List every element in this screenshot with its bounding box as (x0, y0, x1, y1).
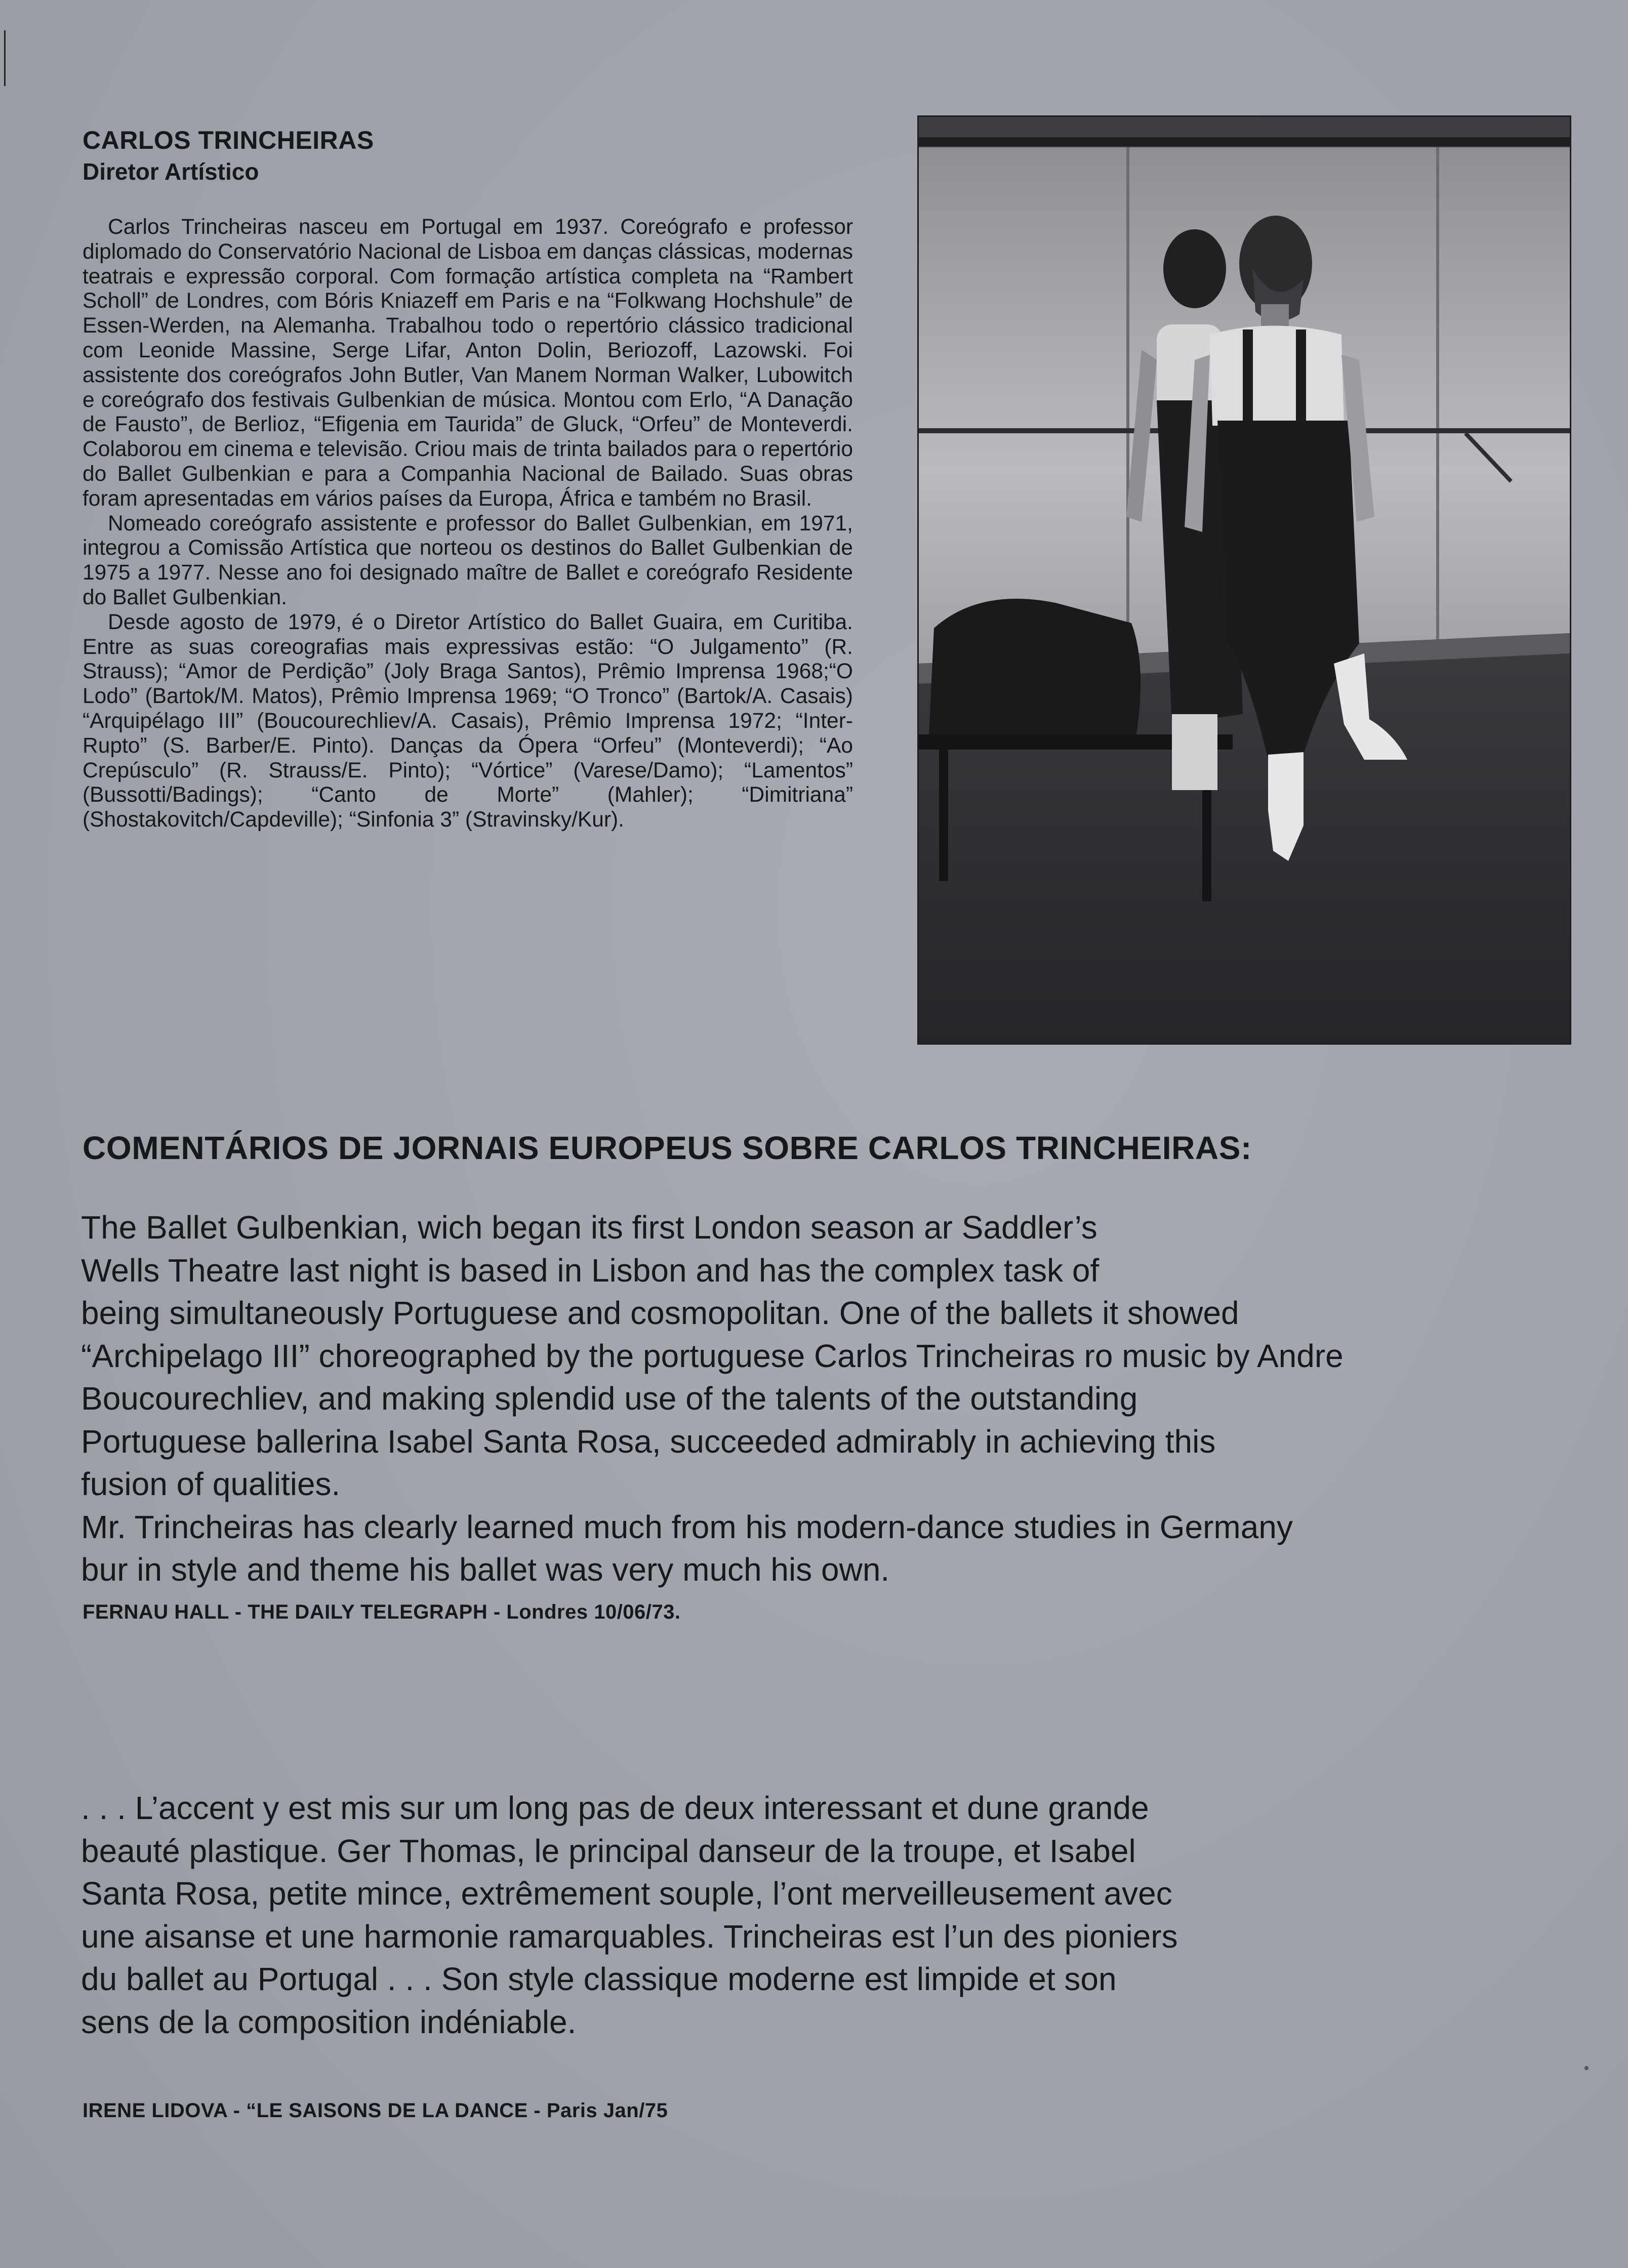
paper-speck (1584, 2066, 1589, 2070)
quote-line: being simultaneously Portuguese and cosmopolitan. One of the ballets it showed (81, 1295, 1239, 1331)
quote-saisons-de-la-dance (81, 1787, 1579, 2043)
quote-line: Portuguese ballerina Isabel Santa Rosa, succeeded admirably in achieving this (81, 1423, 1216, 1460)
quote-line: Mr. Trincheiras has clearly learned much from his modern-dance studies in Germany (81, 1508, 1293, 1545)
quote-line: beauté plastique. Ger Thomas, le principal danseur de la troupe, et Isabel (81, 1832, 1136, 1869)
quote-daily-telegraph (81, 1206, 1579, 1591)
quote-line: . . . L’accent y est mis sur um long pas de deux interessant et dune grande (81, 1790, 1149, 1826)
quote-line: Boucourechliev, and making splendid use of the talents of the outstanding (81, 1380, 1138, 1417)
attribution-saisons-de-la-dance: IRENE LIDOVA - “LE SAISONS DE LA DANCE - Paris Jan/75 (83, 2099, 668, 2122)
quote-line: Santa Rosa, petite mince, extrêmement souple, l’ont merveilleusement avec (81, 1875, 1172, 1912)
bio-text (83, 215, 853, 833)
quote-line: sens de la composition indéniable. (81, 2003, 577, 2040)
bio-paragraph: Desde agosto de 1979, é o Diretor Artístico do Ballet Guaira, em Curitiba. Entre as suas coreografias mais expressivas estão: “O Julgamento” (R. Strauss); “Amor de Perdição” (Joly Braga Santos), Prêmio Imprensa 1968;“O Lodo” (Bartok/M. Matos), Prêmio Imprensa 1969; “O Tronco” (Bartok/A. Casais) “Arquipélago III” (Boucourechliev/A. Casais), Prêmio Imprensa 1972; “Inter-Rupto” (S. Barber/E. Pinto). Danças da Ópera “Orfeu” (Monteverdi); “Ao Crepúsculo” (R. Strauss/E. Pinto); “Vórtice” (Varese/Damo); “Lamentos” (Bussotti/Badings); “Canto de Morte” (Mahler); “Dimitriana” (Shostakovitch/Capdeville); “Sinfonia 3” (Stravinsky/Kur). (83, 610, 853, 832)
quote-line: une aisanse et une harmonie ramarquables. Trincheiras est l’un des pioniers (81, 1918, 1178, 1955)
quote-line: fusion of qualities. (81, 1466, 341, 1502)
quote-line: “Archipelago III” choreographed by the portuguese Carlos Trincheiras ro music by Andre (81, 1337, 1344, 1374)
dancer-photo (917, 115, 1571, 1045)
quote-line: du ballet au Portugal . . . Son style classique moderne est limpide et son (81, 1961, 1117, 1997)
bio-header (83, 124, 872, 187)
bio-paragraph: Carlos Trincheiras nasceu em Portugal em 1937. Coreógrafo e professor diplomado do Conservatório Nacional de Lisboa em danças clássicas, modernas teatrais e expressão corporal. Com formação artística completa na “Rambert Scholl” de Londres, com Bóris Kniazeff em Paris e na “Folkwang Hochshule” de Essen-Werden, na Alemanha. Trabalhou todo o repertório clássico tradicional com Leonide Massine, Serge Lifar, Anton Dolin, Beriozoff, Lazowski. Foi assistente dos coreógrafos John Butler, Van Manem Norman Walker, Lubowitch e coreógrafo dos festivais Gulbenkian de música. Montou com Erlo, “A Danação de Fausto”, de Berlioz, “Efigenia em Taurida” de Gluck, “Orfeu” de Monteverdi. Colaborou em cinema e televisão. Criou mais de trinta bailados para o repertório do Ballet Gulbenkian e para a Companhia Nacional de Bailado. Suas obras foram apresentadas em vários países da Europa, África e também no Brasil. (83, 215, 853, 511)
bio-name: CARLOS TRINCHEIRAS (83, 126, 374, 154)
quote-line: Wells Theatre last night is based in Lisbon and has the complex task of (81, 1252, 1100, 1289)
bio-paragraph: Nomeado coreógrafo assistente e professor do Ballet Gulbenkian, em 1971, integrou a Comissão Artística que norteou os destinos do Ballet Gulbenkian de 1975 a 1977. Nesse ano foi designado maître de Ballet e coreógrafo Residente do Ballet Gulbenkian. (83, 511, 853, 609)
edge-mark (4, 30, 6, 86)
bio-role: Diretor Artístico (83, 158, 259, 185)
quote-line: The Ballet Gulbenkian, wich began its first London season ar Saddler’s (81, 1209, 1097, 1246)
dancer-photo-illustration (919, 117, 1570, 1043)
section-heading: COMENTÁRIOS DE JORNAIS EUROPEUS SOBRE CARLOS TRINCHEIRAS: (83, 1130, 1252, 1166)
quote-line: bur in style and theme his ballet was very much his own. (81, 1551, 890, 1588)
attribution-daily-telegraph: FERNAU HALL - THE DAILY TELEGRAPH - Londres 10/06/73. (83, 1601, 681, 1623)
